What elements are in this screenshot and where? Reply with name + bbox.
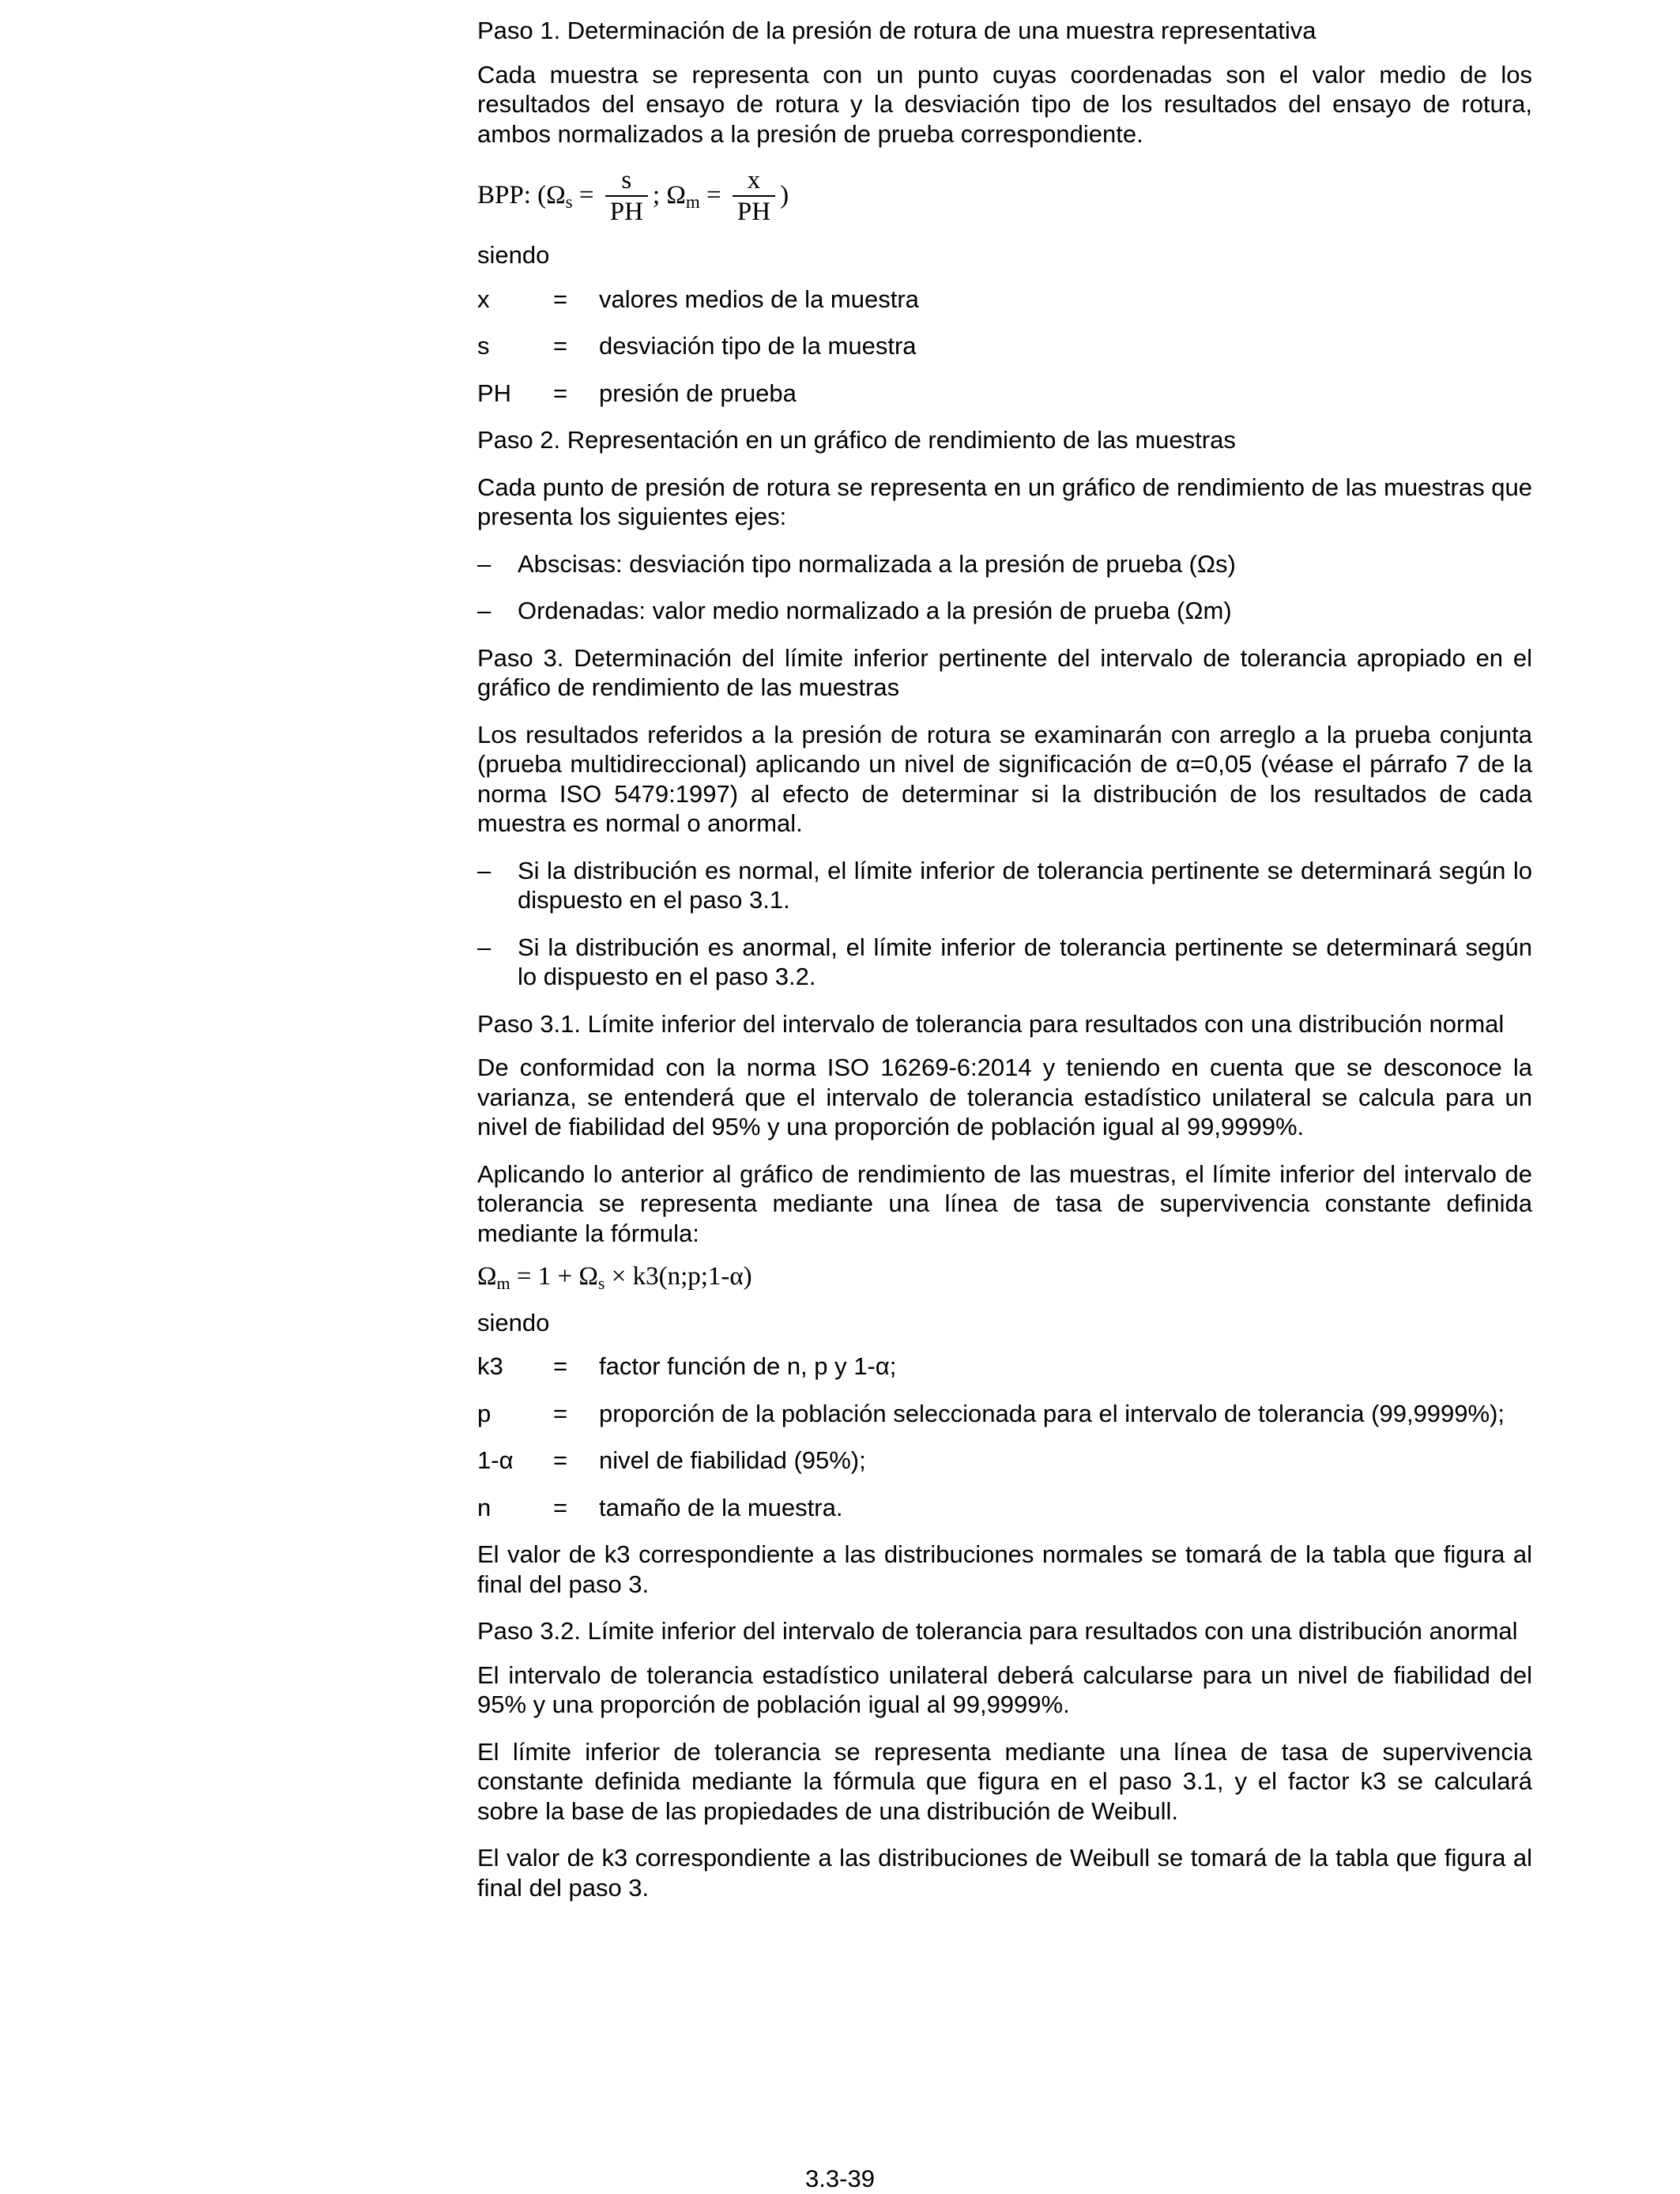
formula-prefix: BPP: (Ω bbox=[477, 181, 566, 210]
definition-row bbox=[477, 1351, 1532, 1382]
definition-symbol: PH bbox=[477, 379, 512, 407]
definition-row bbox=[477, 285, 1532, 315]
paso31-heading: Paso 3.1. Límite inferior del intervalo de tolerancia para resultados con una distribución normal bbox=[477, 1009, 1505, 1038]
definition-row bbox=[477, 1446, 1532, 1476]
formula-sub-s: s bbox=[597, 1273, 605, 1293]
paso32-paragraph-2: El límite inferior de tolerancia se representa mediante una línea de tasa de supervivencia constante definida mediante la fórmula que figura en el paso 3.1, y el factor k3 se calculará sobre la base de las propiedades de una distribución de Weibull. bbox=[477, 1737, 1532, 1825]
paso1-heading: Paso 1. Determinación de la presión de rotura de una muestra representativa bbox=[477, 17, 1317, 44]
siendo-label: siendo bbox=[477, 241, 550, 269]
paso32-paragraph-1: El intervalo de tolerancia estadístico unilateral deberá calcularse para un nivel de fiabilidad del 95% y una proporción de población igual al 99,9999%. bbox=[477, 1661, 1532, 1718]
formula-suffix: ) bbox=[780, 181, 789, 210]
list-item-text: Ordenadas: valor medio normalizado a la presión de prueba (Ωm) bbox=[518, 597, 1232, 624]
list-item bbox=[477, 933, 1532, 992]
formula-eq: = bbox=[572, 181, 601, 210]
bullet-dash: – bbox=[477, 856, 492, 884]
definition-row bbox=[477, 1493, 1532, 1523]
bpp-formula bbox=[477, 163, 1532, 229]
formula-sub-m: m bbox=[496, 1273, 510, 1293]
paso3-heading: Paso 3. Determinación del límite inferior pertinente del intervalo de tolerancia apropiado en el gráfico de rendimiento de las muestras bbox=[477, 643, 1532, 701]
definition-text: proporción de la población seleccionada para el intervalo de tolerancia (99,9999%); bbox=[599, 1399, 1505, 1427]
definition-equals: = bbox=[553, 332, 568, 360]
paso1-paragraph: Cada muestra se representa con un punto cuyas coordenadas son el valor medio de los resultados del ensayo de rotura y la desviación tipo de los resultados del ensayo de rotura, ambos normalizados a la presión de prueba correspondiente. bbox=[477, 60, 1532, 148]
definition-symbol: n bbox=[477, 1493, 492, 1521]
formula-separator: ; Ω bbox=[652, 181, 686, 210]
formula-eq2: = bbox=[699, 181, 728, 210]
formula-omega: Ω bbox=[477, 1262, 497, 1291]
document-body bbox=[477, 16, 1532, 1920]
fraction-denominator: PH bbox=[605, 195, 648, 227]
page-number: 3.3-39 bbox=[805, 2165, 875, 2192]
paso31-paragraph-3: El valor de k3 correspondiente a las distribuciones normales se tomará de la tabla que figura al final del paso 3. bbox=[477, 1540, 1532, 1598]
definition-row bbox=[477, 331, 1532, 361]
list-item bbox=[477, 549, 1532, 579]
definition-symbol: p bbox=[477, 1399, 492, 1427]
distribution-list bbox=[477, 856, 1532, 992]
definition-equals: = bbox=[553, 1446, 568, 1474]
definition-text: presión de prueba bbox=[599, 379, 797, 407]
definition-equals: = bbox=[553, 285, 568, 313]
definition-symbol: k3 bbox=[477, 1352, 503, 1380]
bullet-dash: – bbox=[477, 549, 492, 578]
definitions-list-1 bbox=[477, 285, 1532, 409]
fraction-x-over-ph bbox=[733, 165, 775, 227]
paso31-paragraph-1: De conformidad con la norma ISO 16269-6:2014 y teniendo en cuenta que se desconoce la varianza, se entenderá que el intervalo de tolerancia estadístico unilateral se calcula para un nivel de fiabilidad del 95% y una proporción de población igual al 99,9999%. bbox=[477, 1054, 1532, 1140]
definition-equals: = bbox=[553, 1399, 568, 1427]
definition-text: tamaño de la muestra. bbox=[599, 1493, 843, 1521]
definition-text: valores medios de la muestra bbox=[599, 285, 919, 313]
bullet-dash: – bbox=[477, 597, 492, 624]
bullet-dash: – bbox=[477, 933, 492, 961]
definition-symbol: 1-α bbox=[477, 1446, 514, 1474]
fraction-numerator: s bbox=[621, 166, 632, 194]
paso32-paragraph-3: El valor de k3 correspondiente a las distribuciones de Weibull se tomará de la tabla que figura al final del paso 3. bbox=[477, 1844, 1532, 1902]
paso31-paragraph-2: Aplicando lo anterior al gráfico de rendimiento de las muestras, el límite inferior del intervalo de tolerancia se representa mediante una línea de tasa de supervivencia constante definida mediante la fórmula: bbox=[477, 1159, 1532, 1247]
list-item bbox=[477, 596, 1532, 626]
formula-sub-s: s bbox=[565, 192, 573, 213]
list-item-text: Si la distribución es anormal, el límite inferior de tolerancia pertinente se determinará según lo dispuesto en el paso 3.2. bbox=[518, 933, 1532, 990]
siendo-label: siendo bbox=[477, 1308, 550, 1336]
definition-equals: = bbox=[553, 379, 568, 407]
formula-middle: = 1 + Ω bbox=[510, 1262, 598, 1291]
paso3-paragraph: Los resultados referidos a la presión de rotura se examinarán con arreglo a la prueba conjunta (prueba multidireccional) aplicando un nivel de significación de α=0,05 (véase el párrafo 7 de la norma ISO 5479:1997) al efecto de determinar si la distribución de los resultados de cada muestra es normal o anormal. bbox=[477, 720, 1532, 837]
definitions-list-2 bbox=[477, 1351, 1532, 1522]
definition-symbol: x bbox=[477, 285, 490, 313]
definition-equals: = bbox=[553, 1352, 568, 1380]
formula-tail: × k3(n;p;1-α) bbox=[605, 1262, 752, 1291]
list-item-text: Si la distribución es normal, el límite inferior de tolerancia pertinente se determinará según lo dispuesto en el paso 3.1. bbox=[518, 856, 1532, 914]
paso2-paragraph: Cada punto de presión de rotura se representa en un gráfico de rendimiento de las muestras que presenta los siguientes ejes: bbox=[477, 473, 1532, 530]
paso2-heading: Paso 2. Representación en un gráfico de rendimiento de las muestras bbox=[477, 426, 1236, 454]
list-item-text: Abscisas: desviación tipo normalizada a la presión de prueba (Ωs) bbox=[518, 549, 1236, 578]
definition-text: nivel de fiabilidad (95%); bbox=[599, 1446, 866, 1474]
paso32-heading: Paso 3.2. Límite inferior del intervalo de tolerancia para resultados con una distribución anormal bbox=[477, 1617, 1518, 1645]
fraction-denominator: PH bbox=[733, 195, 775, 227]
list-item bbox=[477, 856, 1532, 915]
definition-text: desviación tipo de la muestra bbox=[599, 332, 917, 360]
tolerance-formula bbox=[477, 1262, 1532, 1294]
definition-symbol: s bbox=[477, 332, 490, 360]
definition-row bbox=[477, 379, 1532, 409]
definition-row bbox=[477, 1399, 1532, 1429]
definition-text: factor función de n, p y 1-α; bbox=[599, 1352, 897, 1380]
formula-sub-m: m bbox=[685, 192, 700, 213]
axes-list bbox=[477, 549, 1532, 626]
definition-equals: = bbox=[553, 1493, 568, 1521]
fraction-s-over-ph bbox=[605, 165, 648, 227]
fraction-numerator: x bbox=[747, 166, 761, 194]
